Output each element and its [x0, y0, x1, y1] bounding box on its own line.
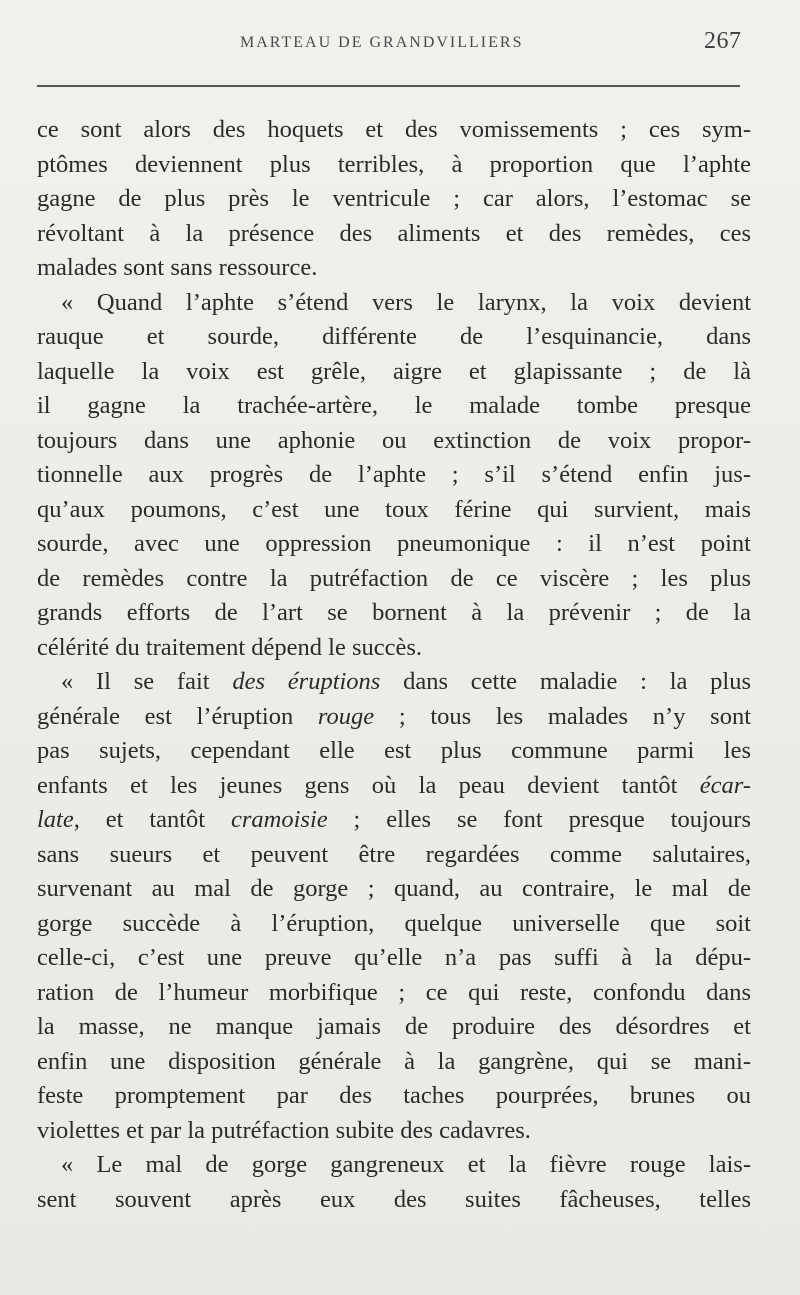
text-line [37, 1045, 751, 1080]
text-segment: celle-ci, c’est une preuve qu’elle n’a pas suffi à la dépu- [37, 944, 751, 971]
text-line [37, 734, 751, 769]
text-segment: laquelle la voix est grêle, aigre et glapissante ; de là [37, 357, 751, 385]
text-segment: violettes et par la putréfaction subite des cadavres. [37, 1116, 531, 1144]
text-line [37, 458, 751, 493]
text-segment: la masse, ne manque jamais de produire des désordres et [37, 1013, 751, 1040]
text-line [37, 803, 751, 838]
text-line [37, 286, 751, 321]
text-segment: sent souvent après eux des suites fâcheuses, telles [37, 1185, 751, 1213]
text-segment: tionnelle aux progrès de l’aphte ; s’il s’étend enfin jus- [37, 461, 751, 488]
italic-text-segment: rouge [317, 702, 375, 730]
text-line [37, 217, 751, 252]
text-line [37, 631, 751, 666]
text-segment: révoltant à la présence des aliments et des remèdes, ces [37, 219, 751, 247]
text-segment: de remèdes contre la putréfaction de ce viscère ; les plus [37, 564, 751, 592]
italic-text-segment: des éruptions [232, 668, 381, 695]
italic-text-segment: écar- [699, 771, 751, 799]
text-line [37, 769, 751, 804]
text-line [37, 907, 751, 942]
text-line [37, 113, 751, 148]
text-segment: générale est l’éruption [37, 702, 318, 730]
italic-text-segment: late [37, 806, 74, 833]
text-segment: gorge succède à l’éruption, quelque universelle que soit [37, 909, 751, 937]
text-segment: enfants et les jeunes gens où la peau devient tantôt [37, 771, 700, 799]
text-segment: pas sujets, cependant elle est plus commune parmi les [37, 737, 751, 764]
text-line [37, 1079, 751, 1114]
header-rule [37, 85, 740, 87]
text-segment: sans sueurs et peuvent être regardées comme salutaires, [37, 840, 751, 868]
text-segment: feste promptement par des taches pourprées, brunes ou [37, 1082, 751, 1109]
text-segment: ; elles se font presque toujours [327, 806, 751, 833]
text-segment: « Il se fait [61, 668, 233, 695]
text-segment: célérité du traitement dépend le succès. [37, 633, 423, 661]
text-segment: « Quand l’aphte s’étend vers le larynx, la voix devient [61, 288, 751, 316]
text-segment: dans cette maladie : la plus [380, 668, 751, 695]
body-text [37, 113, 751, 1217]
running-title: MARTEAU DE GRANDVILLIERS [240, 34, 524, 51]
text-segment: grands efforts de l’art se bornent à la prévenir ; de la [37, 599, 751, 626]
text-segment: qu’aux poumons, c’est une toux férine qui survient, mais [37, 495, 751, 523]
text-segment: ptômes deviennent plus terribles, à proportion que l’aphte [37, 150, 751, 178]
text-line [37, 596, 751, 631]
text-line [37, 976, 751, 1011]
text-segment: rauque et sourde, différente de l’esquinancie, dans [37, 323, 751, 350]
text-line [37, 1148, 751, 1183]
text-line [37, 872, 751, 907]
text-line [37, 148, 751, 183]
text-segment: gagne de plus près le ventricule ; car alors, l’estomac se [37, 185, 751, 212]
text-segment: enfin une disposition générale à la gangrène, qui se mani- [37, 1047, 751, 1075]
text-segment: survenant au mal de gorge ; quand, au contraire, le mal de [37, 875, 751, 902]
text-line [37, 493, 751, 528]
text-line [37, 941, 751, 976]
text-line [37, 389, 751, 424]
page-number: 267 [704, 28, 742, 54]
text-line [37, 182, 751, 217]
text-line [37, 562, 751, 597]
text-line [37, 1114, 751, 1149]
text-line [37, 424, 751, 459]
text-line [37, 665, 751, 700]
text-line [37, 527, 751, 562]
text-segment: malades sont sans ressource. [37, 254, 318, 281]
text-segment: , et tantôt [73, 806, 231, 833]
italic-text-segment: cramoisie [231, 806, 328, 833]
text-line [37, 251, 751, 286]
text-segment: toujours dans une aphonie ou extinction de voix propor- [37, 426, 751, 454]
text-line [37, 838, 751, 873]
text-segment: ce sont alors des hoquets et des vomissements ; ces sym- [37, 116, 751, 143]
text-line [37, 320, 751, 355]
text-line [37, 700, 751, 735]
text-segment: ; tous les malades n’y sont [374, 702, 751, 730]
text-segment: il gagne la trachée-artère, le malade tombe presque [37, 392, 751, 419]
text-line [37, 1183, 751, 1218]
text-segment: « Le mal de gorge gangreneux et la fièvre rouge lais- [61, 1151, 751, 1178]
text-line [37, 1010, 751, 1045]
text-segment: ration de l’humeur morbifique ; ce qui reste, confondu dans [37, 978, 751, 1006]
text-segment: sourde, avec une oppression pneumonique : il n’est point [37, 530, 751, 557]
text-line [37, 355, 751, 390]
